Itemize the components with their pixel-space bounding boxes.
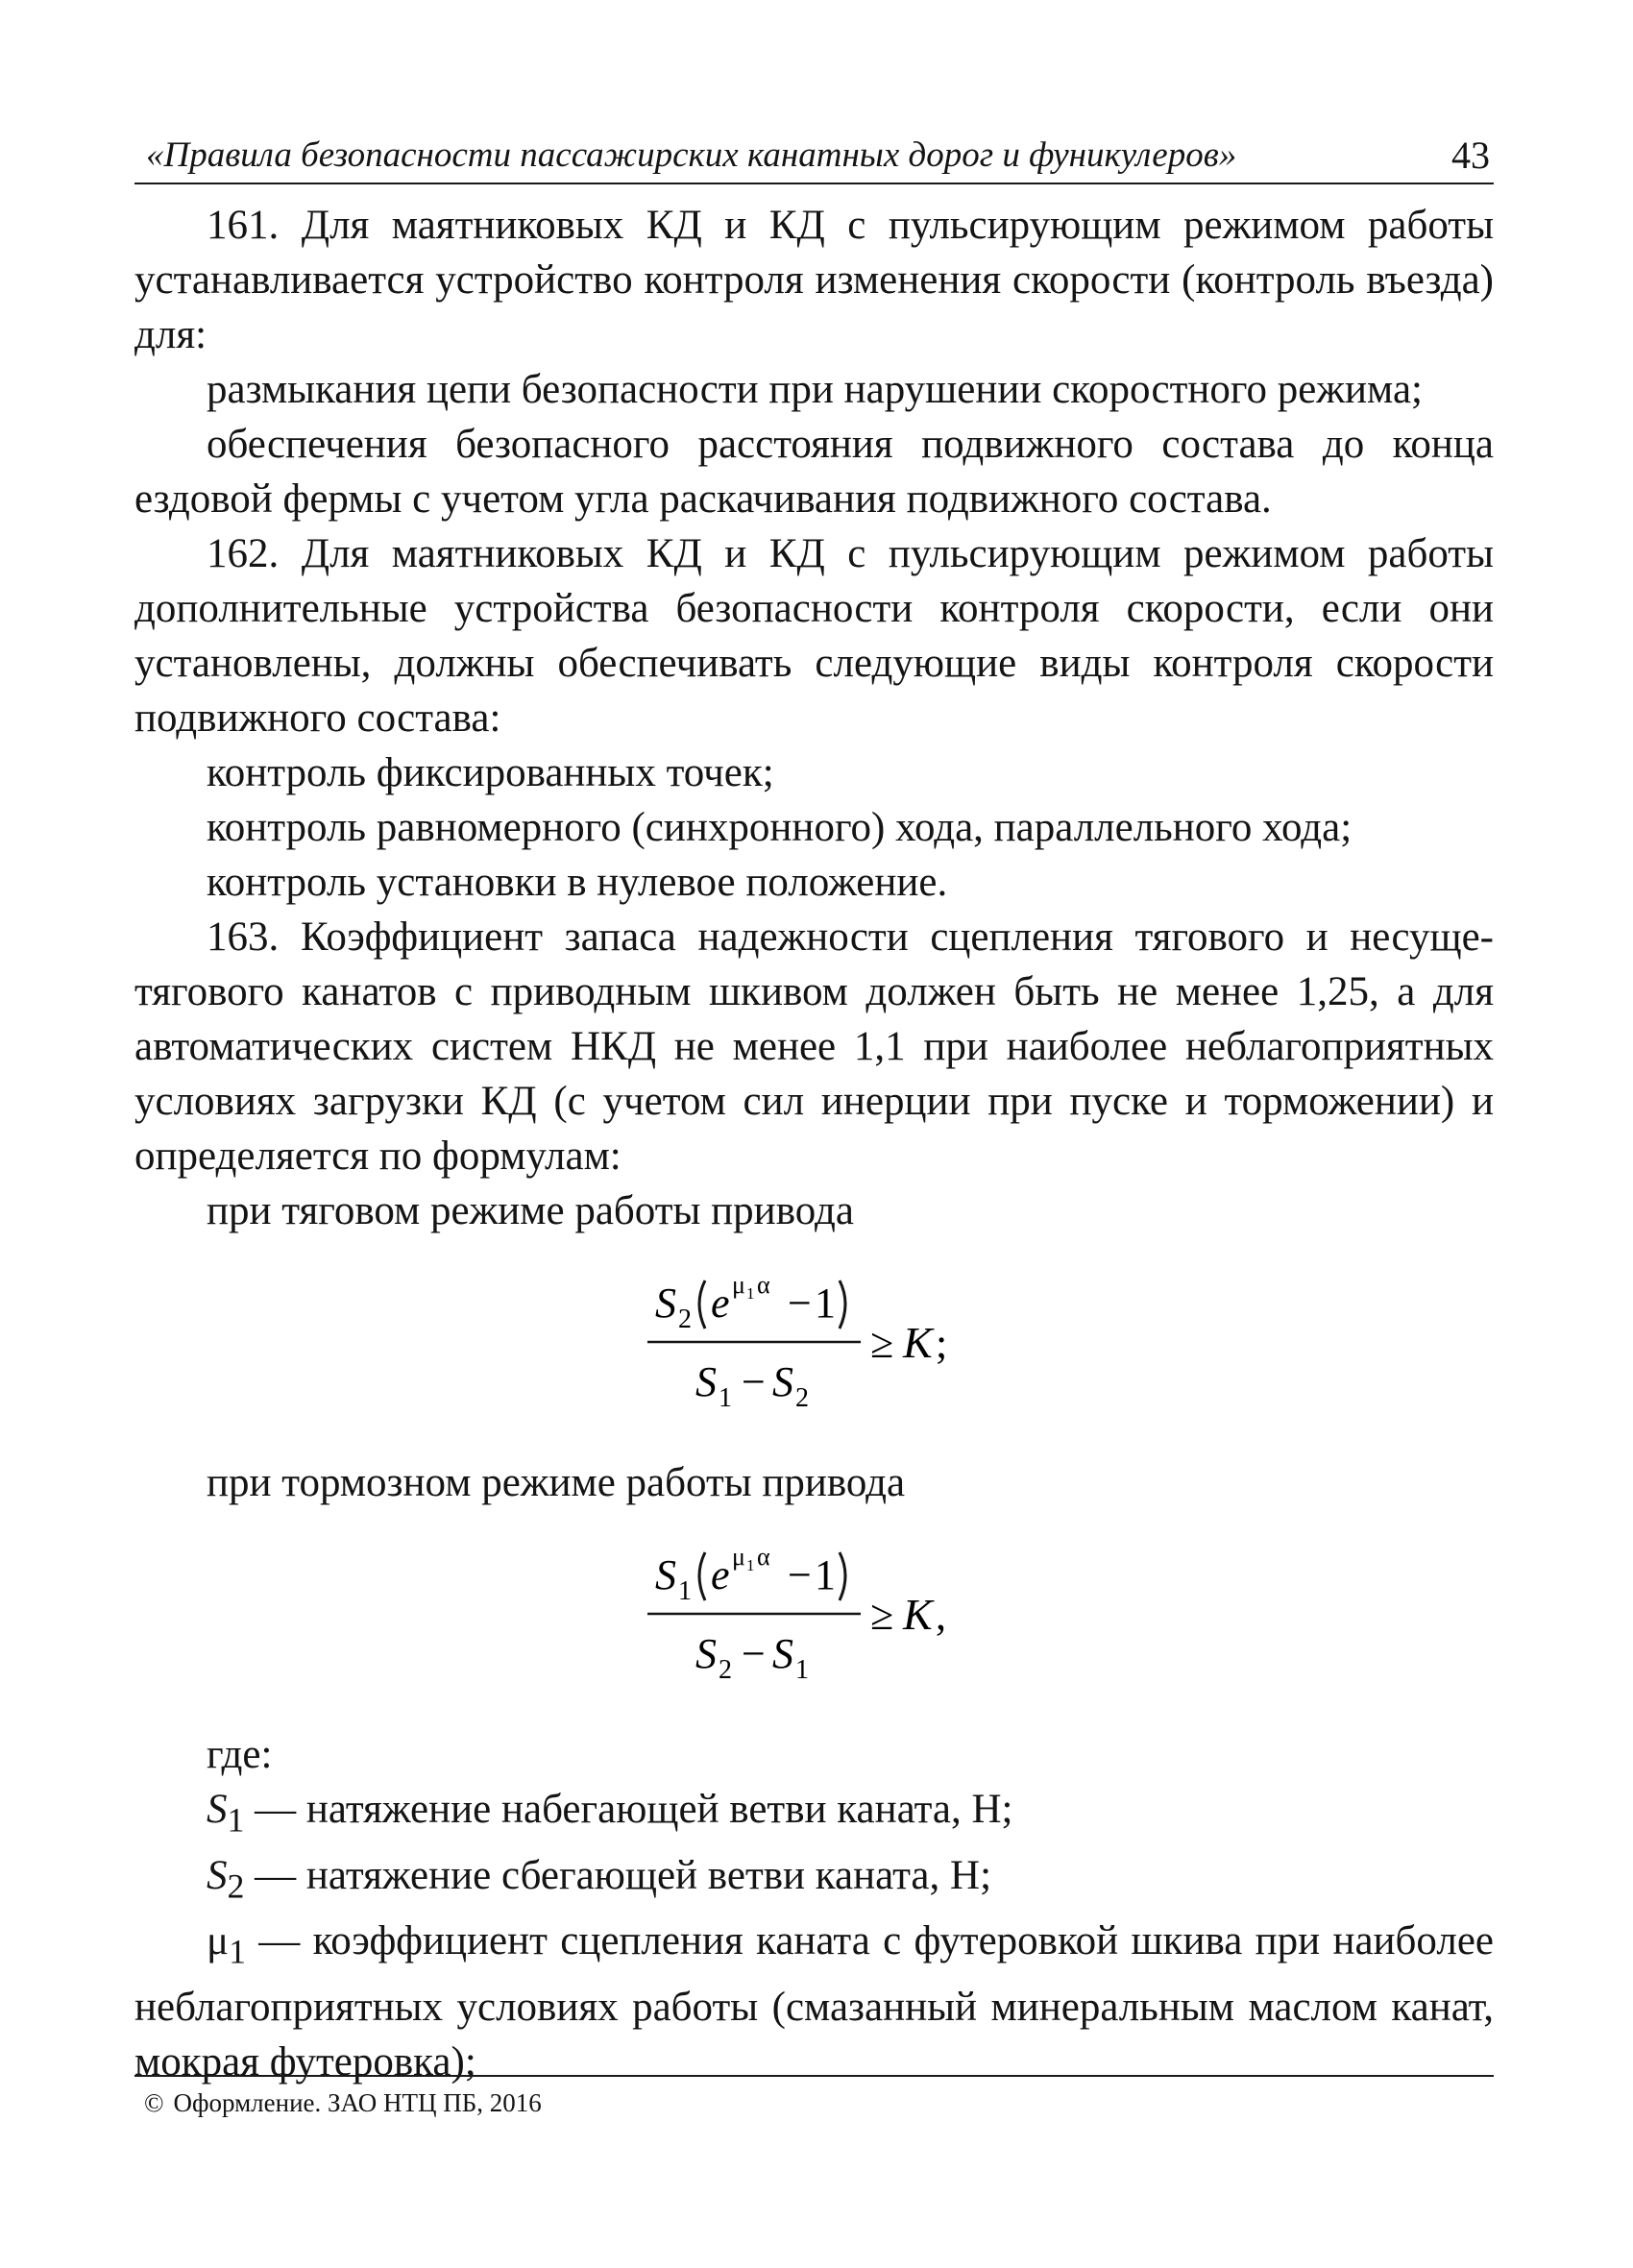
formula-braking [134,1510,1494,1700]
formula-number: 1 [815,1551,836,1598]
formula-left-paren [699,1280,705,1329]
spacer [134,1700,1494,1727]
formula-traction [134,1238,1494,1428]
formula-operator: ≥ [870,1592,894,1639]
formula-punctuation: , [936,1592,946,1639]
formula-symbol: α [757,1543,770,1571]
formula-braking-svg [644,1514,1047,1696]
paragraph-161: 161. Для маятниковых КД и КД с пульсирующим режимом работы устанавливается устройство контроля изменения скорости (контроль въезда) для: [134,203,1494,357]
definition-subscript: 1 [227,1800,245,1840]
definition-mu1 [134,1914,1494,2089]
paragraph-163: 163. Коэффициент запаса надежности сцепления тягового и несуще-тягового канатов с приводным шкивом должен быть не менее 1,25, а для автоматических систем НКД не менее 1,1 при наиболее неблагоприятных условиях загрузки КД (с учетом сил инерции при пуске и торможении) и определяется по формулам: [134,915,1494,1179]
formula-subscript: 1 [719,1383,732,1413]
main-text [134,198,1494,2089]
formula-subscript: 2 [719,1655,732,1685]
formula-symbol: α [757,1271,770,1299]
page-number: 43 [1451,134,1490,177]
definition-text: — коэффициент сцепления каната с футеровкой шкива при наиболее неблагоприятных условиях работы (смазанный минеральным маслом канат, мокрая футеровка); [134,1918,1494,2085]
formula-traction-svg [644,1242,1047,1425]
formula-subscript: 2 [678,1305,692,1334]
formula-punctuation: ; [936,1320,948,1367]
formula-symbol: S [655,1280,676,1327]
formula-symbol: S [772,1358,793,1405]
paragraph-162-item-1: контроль фиксированных точек; [207,750,774,795]
formula-right-paren [840,1552,845,1600]
formula-symbol: S [772,1630,793,1677]
formula-symbol: μ [732,1543,745,1571]
formula-operator: − [788,1280,812,1327]
copyright-text: Оформление. ЗАО НТЦ ПБ, 2016 [173,2088,542,2117]
running-title: «Правила безопасности пассажирских канатных дорог и фуникулеров» [146,135,1237,175]
running-header [134,133,1494,184]
formula-left-paren [699,1552,705,1600]
definition-text: — натяжение сбегающей ветви каната, Н; [255,1852,992,1898]
paragraph-161-item-2: обеспечения безопасного расстояния подвижного состава до конца ездовой фермы с учетом угла раскачивания подвижного состава. [134,422,1494,522]
formula-operator: − [742,1630,766,1677]
formula-operator: − [742,1358,766,1405]
formula-number: 1 [815,1280,836,1327]
definition-s1 [134,1782,1494,1848]
formula-symbol: K [903,1590,933,1639]
traction-mode-label: при тяговом режиме работы привода [207,1188,854,1233]
formula-subscript: 2 [795,1383,809,1413]
formula-subscript: 1 [746,1284,755,1303]
formula-operator: ≥ [870,1320,894,1367]
where-label: где: [207,1732,273,1777]
braking-mode-label: при тормозном режиме работы привода [207,1460,906,1505]
formula-symbol: e [711,1280,730,1327]
formula-subscript: 1 [795,1655,809,1685]
definition-text: — натяжение набегающей ветви каната, Н; [255,1787,1013,1832]
formula-subscript: 1 [678,1576,692,1606]
definition-subscript: 2 [227,1866,245,1906]
formula-symbol: K [903,1318,933,1367]
formula-right-paren [840,1280,845,1329]
document-page [134,0,1494,2268]
copyright-symbol: © [144,2088,164,2117]
spacer [134,1428,1494,1455]
page-footer [134,2075,1494,2119]
formula-symbol: μ [732,1271,745,1299]
definition-symbol: S [207,1852,228,1898]
formula-operator: − [788,1551,812,1598]
formula-symbol: S [655,1551,676,1598]
definition-symbol: μ [207,1918,230,1964]
paragraph-162: 162. Для маятниковых КД и КД с пульсирующим режимом работы дополнительные устройства безопасности контроля скорости, если они установлены, должны обеспечивать следующие виды контроля скорости подвижного состава: [134,531,1494,741]
paragraph-161-item-1: размыкания цепи безопасности при нарушении скоростного режима; [207,367,1423,412]
formula-symbol: S [695,1358,717,1405]
formula-symbol: S [695,1630,717,1677]
paragraph-162-item-2: контроль равномерного (синхронного) хода, параллельного хода; [207,805,1353,850]
definition-subscript: 1 [229,1932,246,1971]
definition-s2 [134,1848,1494,1914]
formula-symbol: e [711,1551,730,1598]
formula-subscript: 1 [746,1556,755,1574]
definition-symbol: S [207,1787,228,1832]
paragraph-162-item-3: контроль установки в нулевое положение. [207,860,948,905]
